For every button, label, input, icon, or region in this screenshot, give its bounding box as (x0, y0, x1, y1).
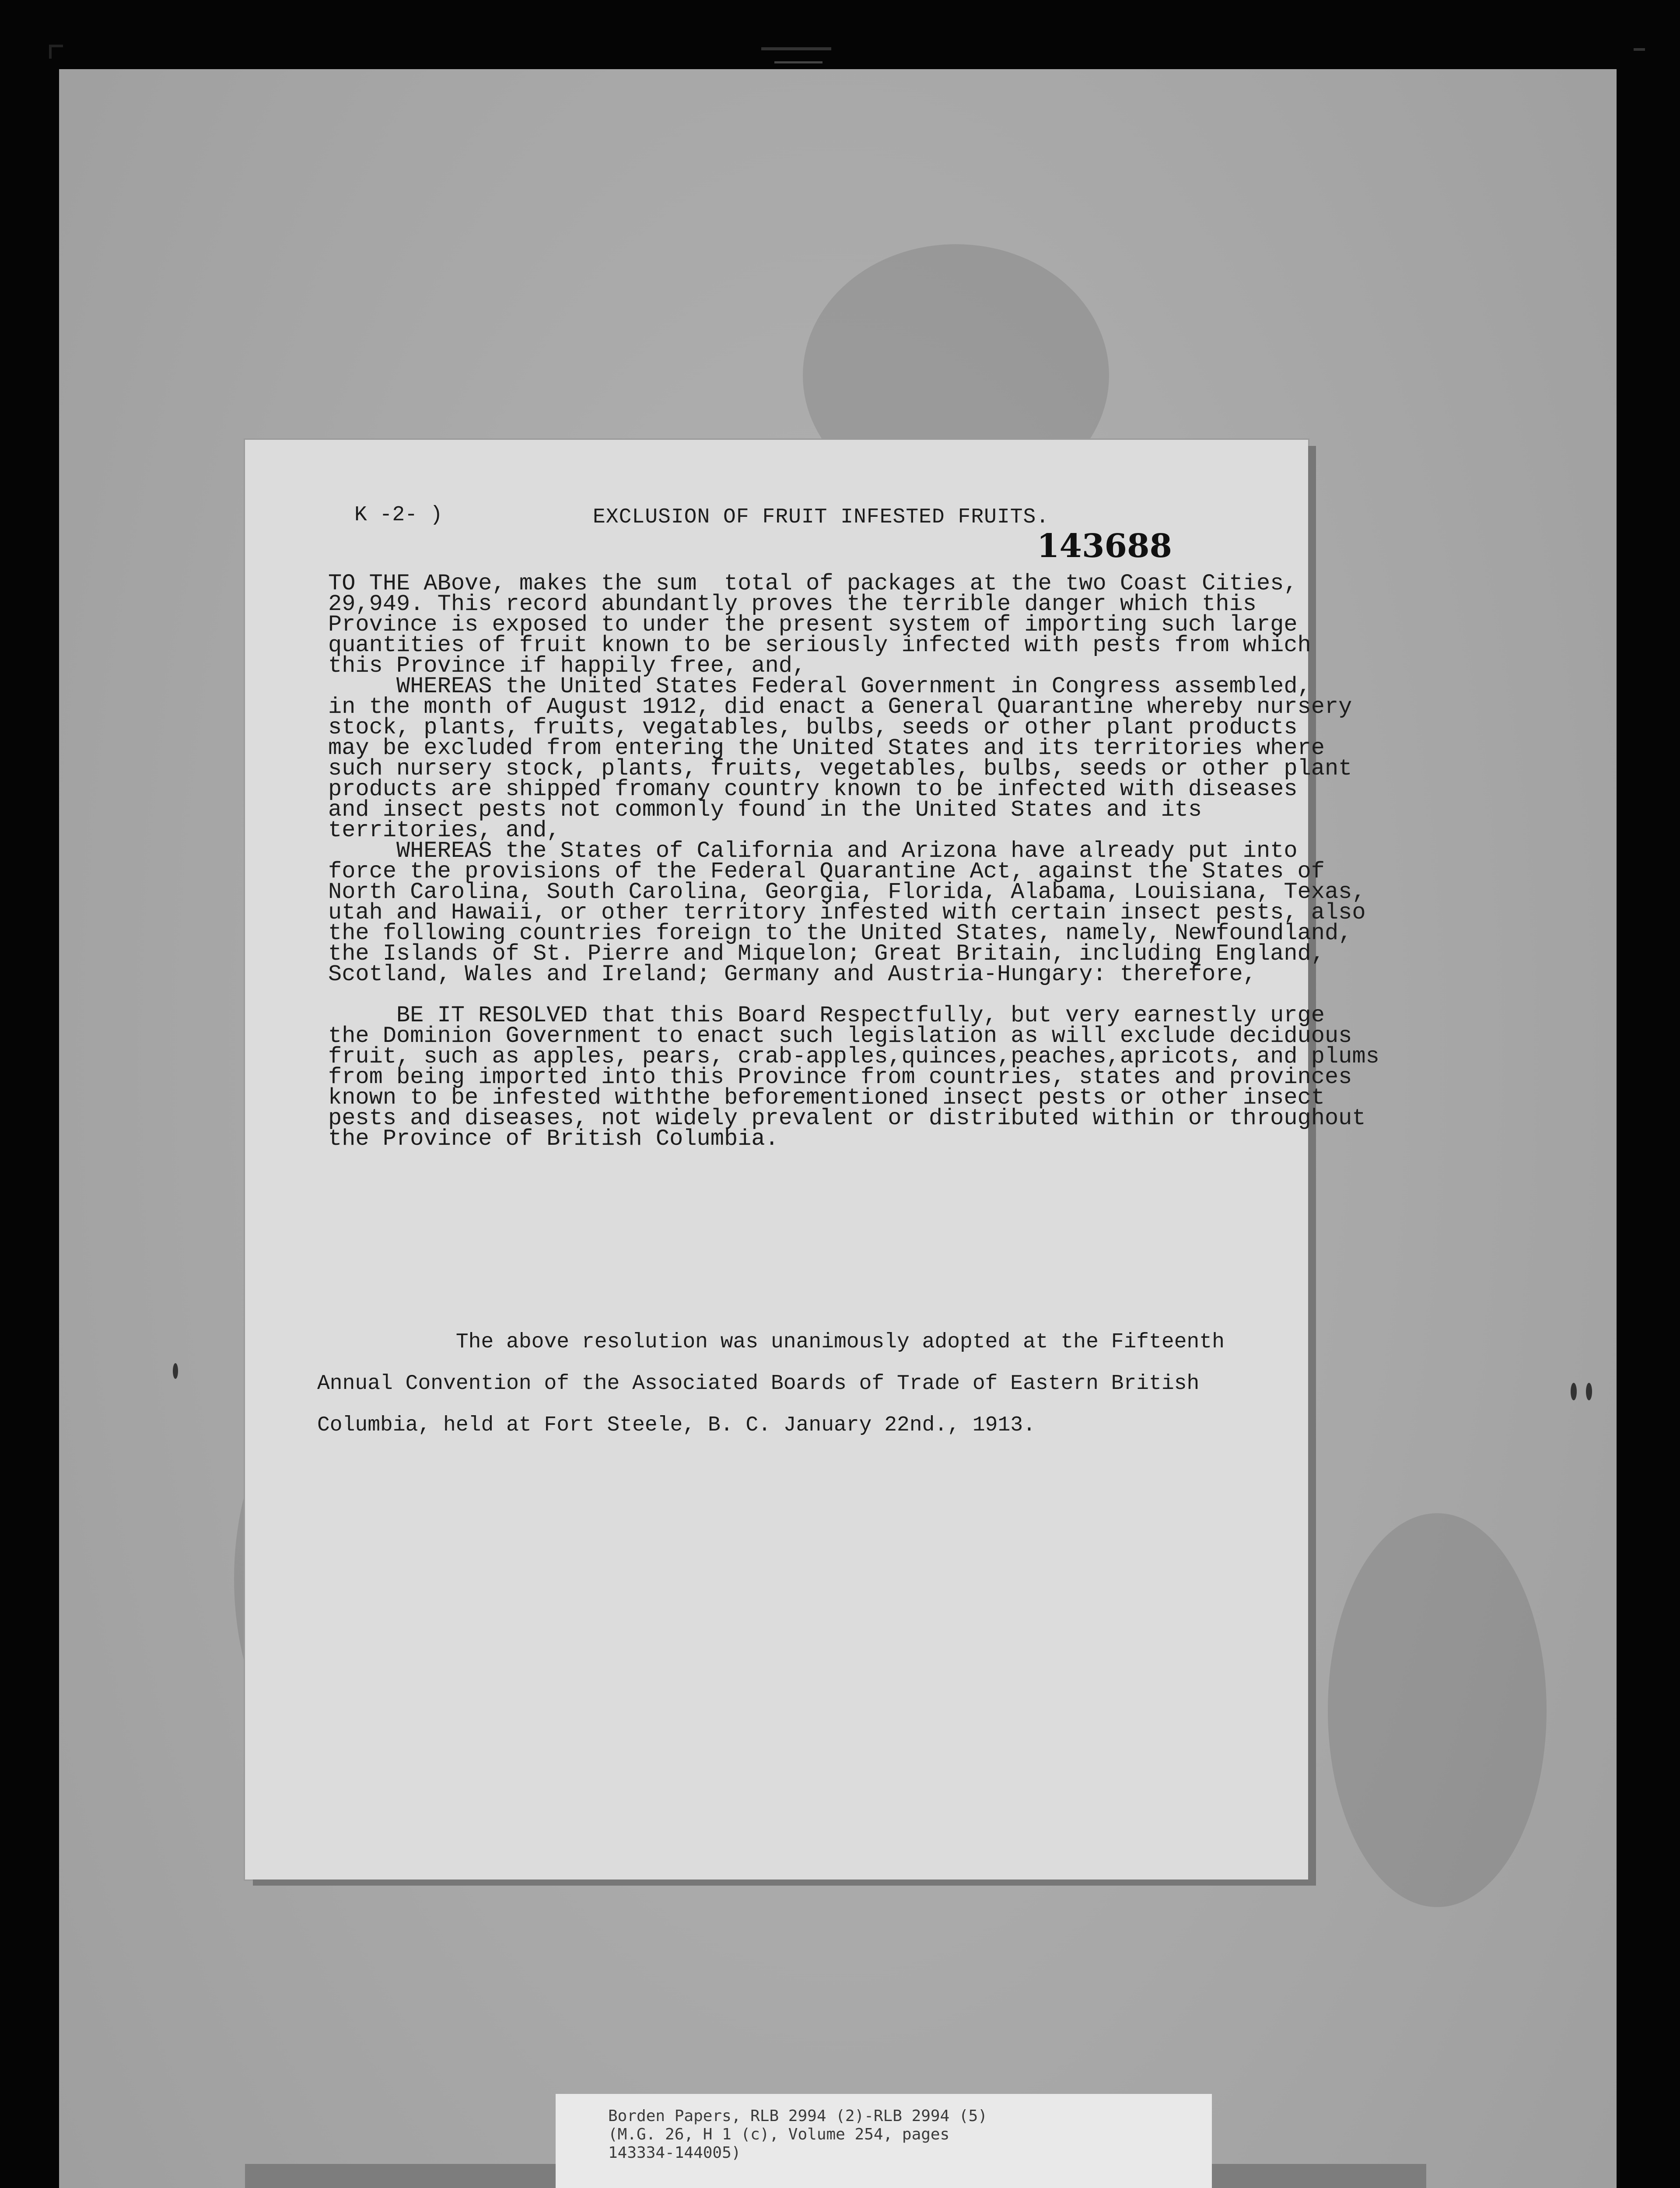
page-number-header: K -2- ) (354, 503, 443, 527)
body-line: the Province of British Columbia. (328, 1126, 779, 1152)
body-line: the Islands of St. Pierre and Miquelon; Great Britain, including England, (328, 941, 1325, 967)
body-line: the Dominion Government to enact such legislation as will exclude deciduous (328, 1023, 1352, 1049)
body-line: in the month of August 1912, did enact a General Quarantine whereby nursery (328, 694, 1352, 720)
reference-line: Borden Papers, RLB 2994 (2)-RLB 2994 (5) (608, 2107, 987, 2125)
body-line (328, 985, 1299, 1005)
corner-crop-mark (49, 45, 63, 59)
top-dash-mark (761, 47, 831, 50)
footer-line: Columbia, held at Fort Steele, B. C. January 22nd., 1913. (317, 1413, 1036, 1437)
body-line: Scotland, Wales and Ireland; Germany and Austria-Hungary: therefore, (328, 961, 1256, 987)
body-line: this Province if happily free, and, (328, 653, 806, 679)
body-line: 29,949. This record abundantly proves the terrible danger which this (328, 591, 1256, 617)
body-line: stock, plants, fruits, vegatables, bulbs, seeds or other plant products (328, 715, 1298, 740)
body-line: force the provisions of the Federal Quarantine Act, against the States of (328, 859, 1325, 884)
body-line: TO THE ABove, makes the sum total of packages at the two Coast Cities, (328, 571, 1298, 596)
footer-line: Annual Convention of the Associated Boards of Trade of Eastern British (317, 1372, 1200, 1396)
document-page (245, 440, 1379, 1879)
footer-line: The above resolution was unanimously adopted at the Fifteenth (317, 1330, 1225, 1354)
body-line: known to be infested withthe beforementioned insect pests or other insect (328, 1085, 1325, 1111)
body-line: WHEREAS the States of California and Arizona have already put into (328, 838, 1298, 864)
body-line: fruit, such as apples, pears, crab-apples,quinces,peaches,apricots, and plums (328, 1044, 1379, 1069)
stain (1328, 1513, 1547, 1907)
body-line: the following countries foreign to the United States, namely, Newfoundland, (328, 920, 1352, 946)
body-line: from being imported into this Province from countries, states and provinces (328, 1064, 1352, 1090)
reference-label (556, 2094, 1212, 2188)
body-line: Province is exposed to under the present system of importing such large (328, 612, 1298, 638)
body-line: WHEREAS the United States Federal Government in Congress assembled, (328, 673, 1311, 699)
body-line: North Carolina, South Carolina, Georgia, Florida, Alabama, Louisiana, Texas, (328, 879, 1366, 905)
document-body (328, 571, 1379, 1152)
body-line: pests and diseases, not widely prevalent or distributed within or throughout (328, 1105, 1366, 1131)
document-footer (317, 1322, 1280, 1446)
speck (1586, 1383, 1592, 1400)
body-line: may be excluded from entering the United States and its territories where (328, 735, 1325, 761)
body-line: utah and Hawaii, or other territory infested with certain insect pests, also (328, 900, 1366, 926)
edge-dash-mark (1634, 48, 1645, 51)
reference-line: 143334-144005) (608, 2144, 741, 2162)
top-dash-mark (774, 61, 822, 63)
reference-line: (M.G. 26, H 1 (c), Volume 254, pages (608, 2125, 950, 2143)
body-line: BE IT RESOLVED that this Board Respectfully, but very earnestly urge (328, 1003, 1325, 1028)
speck (173, 1363, 178, 1379)
body-line: products are shipped fromany country known to be infected with diseases (328, 776, 1298, 802)
body-line: territories, and, (328, 817, 560, 843)
document-title: EXCLUSION OF FRUIT INFESTED FRUITS. (593, 505, 1050, 529)
body-line: such nursery stock, plants, fruits, vegetables, bulbs, seeds or other plant (328, 756, 1352, 782)
document-number-stamp: 143688 (1037, 527, 1172, 565)
body-line: and insect pests not commonly found in the United States and its (328, 797, 1202, 823)
body-line: quantities of fruit known to be seriously infected with pests from which (328, 632, 1311, 658)
speck (1571, 1383, 1577, 1400)
